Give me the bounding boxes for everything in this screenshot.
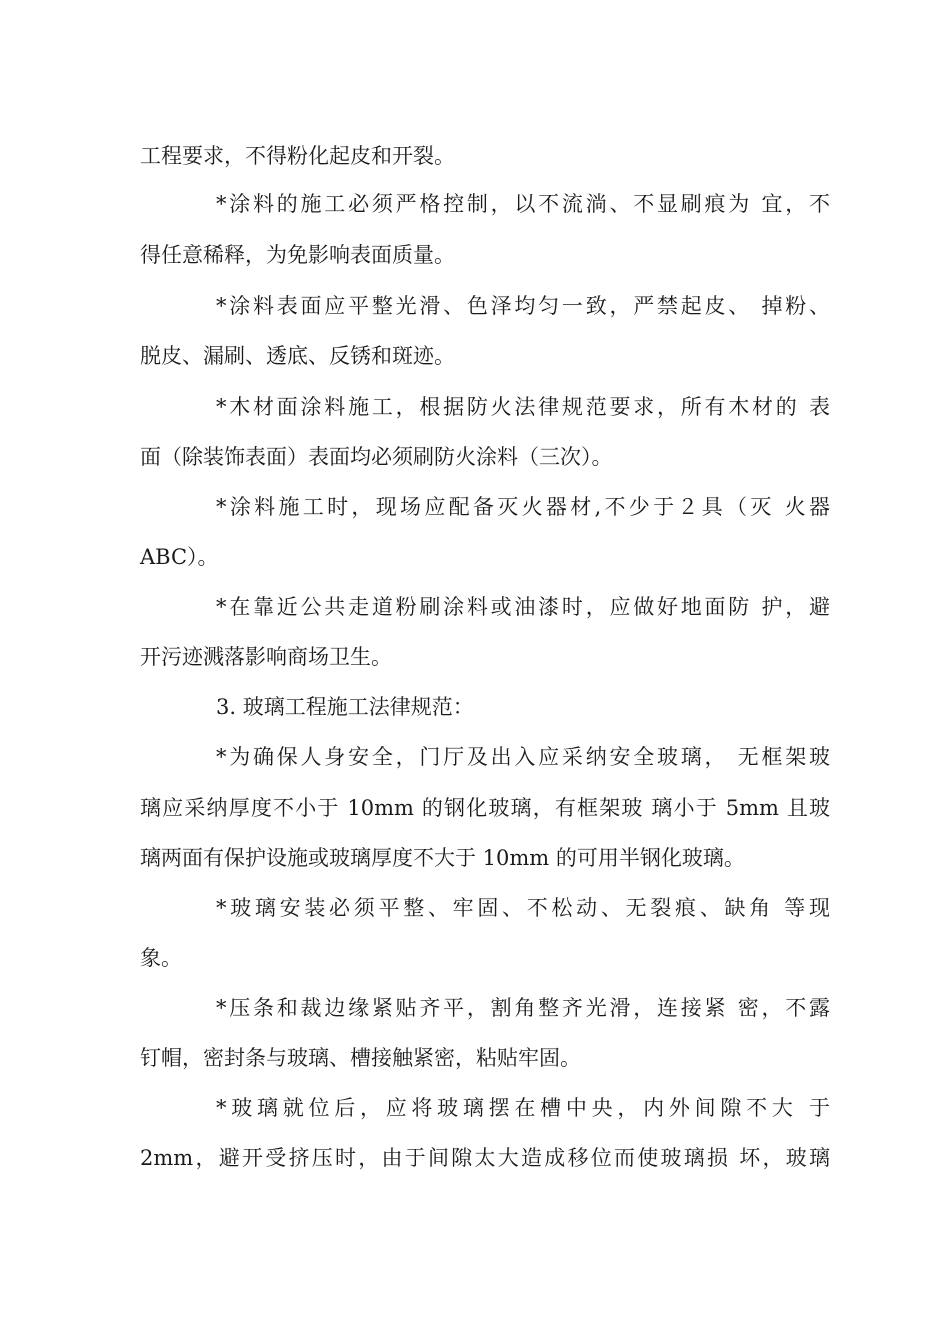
- section-heading: 3. 玻璃工程施工法律规范：: [216, 695, 474, 719]
- text-line-4: *涂料表面应平整光滑、色泽均匀一致，严禁起皮、 掉粉、: [216, 294, 830, 318]
- text-line-8: *涂料施工时，现场应配备灭火器材,不少于２具（灭 火器: [216, 495, 830, 519]
- text-line-15: 璃两面有保护设施或玻璃厚度不大于 10mm 的可用半钢化玻璃。: [140, 846, 745, 870]
- text-line-5: 脱皮、漏刷、透底、反锈和斑迹。: [140, 344, 455, 368]
- text-line-17: 象。: [140, 946, 182, 970]
- text-line-19: 钉帽，密封条与玻璃、槽接触紧密，粘贴牢固。: [140, 1046, 581, 1070]
- text-line-13: *为确保人身安全，门厅及出入应采纳安全玻璃， 无框架玻: [216, 745, 830, 769]
- text-line-16: *玻璃安装必须平整、牢固、不松动、无裂痕、缺角 等现: [216, 896, 830, 920]
- text-line-11: 开污迹溅落影响商场卫生。: [140, 645, 392, 669]
- text-line-21: 2mm，避开受挤压时，由于间隙太大造成移位而使玻璃损 坏，玻璃: [140, 1146, 830, 1170]
- text-line-3: 得任意稀释，为免影响表面质量。: [140, 243, 455, 267]
- text-line-9: ABC）。: [140, 545, 219, 569]
- text-line-1: 工程要求，不得粉化起皮和开裂。: [140, 144, 455, 168]
- text-line-20: *玻璃就位后，应将玻璃摆在槽中央，内外间隙不大 于: [216, 1096, 830, 1120]
- text-line-14: 璃应采纳厚度不小于 10mm 的钢化玻璃，有框架玻 璃小于 5mm 且玻: [140, 796, 830, 820]
- text-line-18: *压条和裁边缘紧贴齐平，割角整齐光滑，连接紧 密，不露: [216, 996, 830, 1020]
- text-line-6: *木材面涂料施工，根据防火法律规范要求，所有木材的 表: [216, 395, 830, 419]
- text-line-10: *在靠近公共走道粉刷涂料或油漆时，应做好地面防 护，避: [216, 595, 830, 619]
- text-line-7: 面（除装饰表面）表面均必须刷防火涂料（三次）。: [140, 445, 613, 469]
- text-line-2: *涂料的施工必须严格控制，以不流淌、不显刷痕为 宜，不: [216, 192, 830, 216]
